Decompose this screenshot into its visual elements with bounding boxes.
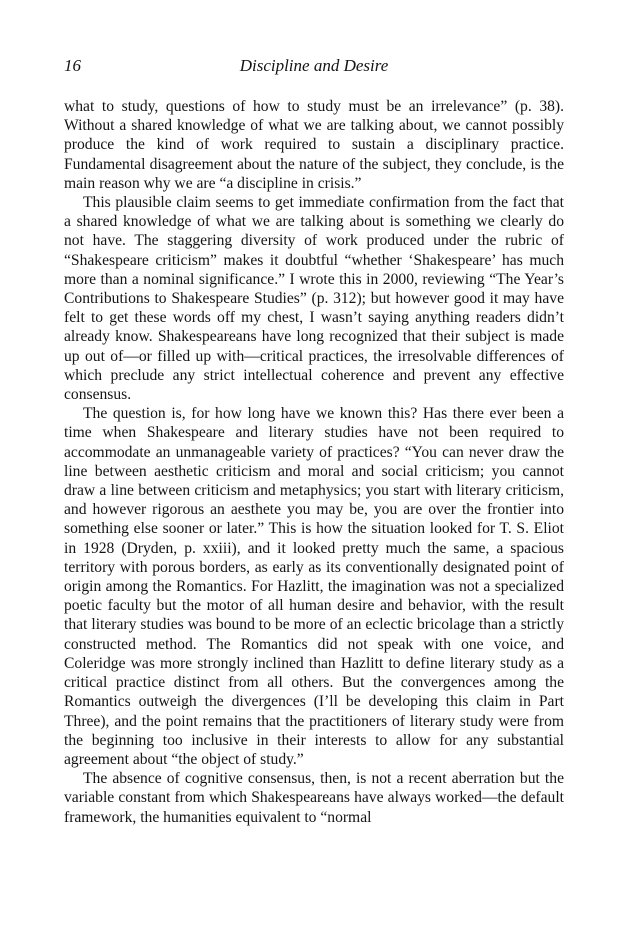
paragraph: The absence of cognitive consensus, then, is not a recent aberration but the variable constant from which Shakespeareans have always worked—the default framework, the humanities equivalent to “normal	[64, 770, 564, 826]
body-text	[64, 97, 564, 827]
paragraph-continued: what to study, questions of how to study must be an irrelevance” (p. 38). Without a shared knowledge of what we are talking about, we cannot possibly produce the kind of work required to sustain a disciplinary practice. Fundamental disagreement about the nature of the subject, they conclude, is the main reason why we are “a discipline in crisis.”	[64, 98, 564, 192]
paragraph: This plausible claim seems to get immediate confirmation from the fact that a shared knowledge of what we are talking about is something we clearly do not have. The staggering diversity of work produced under the rubric of “Shakespeare criticism” makes it doubtful “whether ‘Shakespeare’ has much more than a nominal significance.” I wrote this in 2000, reviewing “The Year’s Contributions to Shakespeare Studies” (p. 312); but however good it may have felt to get these words off my chest, I wasn’t saying anything readers didn’t already know. Shakespeareans have long recognized that their subject is made up out of—or filled up with—critical practices, the irresolvable differences of which preclude any strict intellectual coherence and prevent any effective consensus.	[64, 194, 564, 404]
paragraph: The question is, for how long have we known this? Has there ever been a time when Shakespeare and literary studies have not been required to accommodate an unmanageable variety of practices? “You can never draw the line between aesthetic criticism and moral and social criticism; you cannot draw a line between criticism and metaphysics; you start with literary criticism, and however rigorous an aesthete you may be, you are over the frontier into something else sooner or later.” This is how the situation looked for T. S. Eliot in 1928 (Dryden, p. xxiii), and it looked pretty much the same, a spacious territory with porous borders, as early as its conventionally designated point of origin among the Romantics. For Hazlitt, the imagination was not a specialized poetic faculty but the motor of all human desire and behavior, with the result that literary studies was bound to be more of an eclectic bricolage than a strictly constructed method. The Romantics did not speak with one voice, and Coleridge was more strongly inclined than Hazlitt to define literary study as a critical practice distinct from all others. But the convergences among the Romantics outweigh the divergences (I’ll be developing this claim in Part Three), and the point remains that the practitioners of literary study were from the beginning too inclusive in their interests to allow for any substantial agreement about “the object of study.”	[64, 405, 564, 768]
running-head-title: Discipline and Desire	[239, 56, 389, 75]
page-number: 16	[64, 56, 81, 75]
running-head	[64, 54, 564, 78]
